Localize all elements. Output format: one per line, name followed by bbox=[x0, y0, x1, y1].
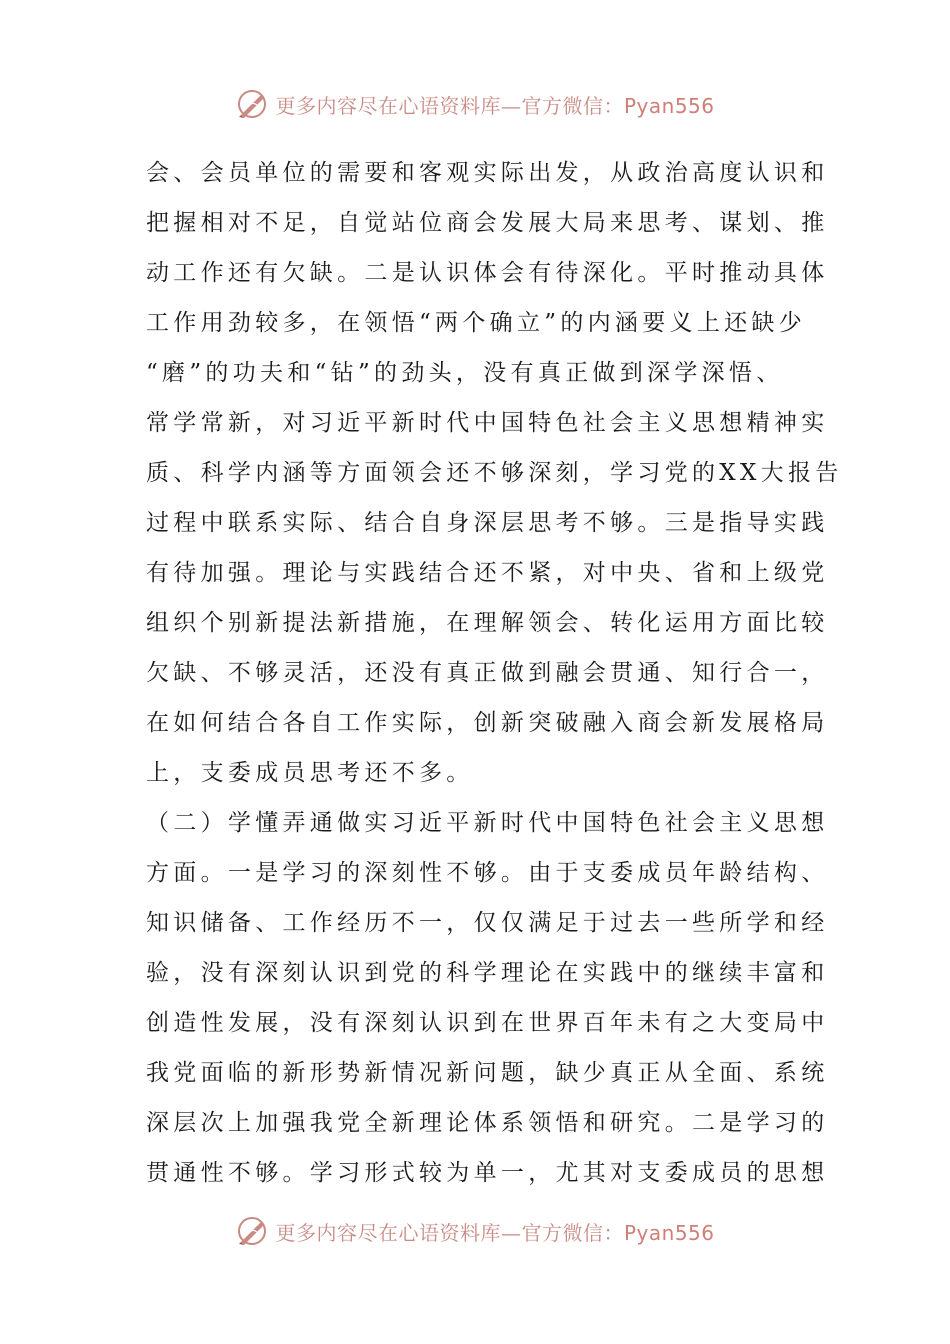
text-line: 把握相对不足，自觉站位商会发展大局来思考、谋划、推 bbox=[146, 210, 829, 236]
pen-logo-icon bbox=[235, 87, 269, 121]
text-line: 过程中联系实际、结合自身深层思考不够。三是指导实践 bbox=[146, 510, 829, 536]
text-line: “磨”的功夫和“钻”的劲头，没有真正做到深学深悟、 bbox=[146, 360, 784, 386]
text-line: 有待加强。理论与实践结合还不紧，对中央、省和上级党 bbox=[146, 560, 829, 586]
text-line: 欠缺、不够灵活，还没有真正做到融会贯通、知行合一， bbox=[146, 660, 829, 686]
text-line: 我党面临的新形势新情况新问题，缺少真正从全面、系统 bbox=[146, 1060, 829, 1086]
text-line: （二）学懂弄通做实习近平新时代中国特色社会主义思想 bbox=[146, 810, 829, 836]
watermark-text: 更多内容尽在心语资料库—官方微信：Pyan556 bbox=[275, 93, 715, 118]
text-line: 工作用劲较多，在领悟“两个确立”的内涵要义上还缺少 bbox=[146, 310, 807, 336]
text-line: 在如何结合各自工作实际，创新突破融入商会新发展格局 bbox=[146, 710, 829, 736]
text-line: 质、科学内涵等方面领会还不够深刻，学习党的XX大报告 bbox=[146, 460, 843, 486]
text-line: 常学常新，对习近平新时代中国特色社会主义思想精神实 bbox=[146, 410, 829, 436]
text-line: 会、会员单位的需要和客观实际出发，从政治高度认识和 bbox=[146, 160, 829, 186]
footer-watermark bbox=[0, 1211, 950, 1251]
text-line: 知识储备、工作经历不一，仅仅满足于过去一些所学和经 bbox=[146, 910, 829, 936]
text-line: 上，支委成员思考还不多。 bbox=[146, 760, 474, 786]
text-line: 组织个别新提法新措施，在理解领会、转化运用方面比较 bbox=[146, 610, 829, 636]
text-line: 贯通性不够。学习形式较为单一，尤其对支委成员的思想 bbox=[146, 1160, 829, 1186]
text-line: 验，没有深刻认识到党的科学理论在实践中的继续丰富和 bbox=[146, 960, 829, 986]
document-body bbox=[146, 148, 843, 1198]
text-line: 创造性发展，没有深刻认识到在世界百年未有之大变局中 bbox=[146, 1010, 829, 1036]
pen-logo-icon bbox=[235, 1214, 269, 1248]
watermark-text: 更多内容尽在心语资料库—官方微信：Pyan556 bbox=[275, 1220, 715, 1245]
text-line: 方面。一是学习的深刻性不够。由于支委成员年龄结构、 bbox=[146, 860, 829, 886]
header-watermark bbox=[0, 84, 950, 124]
text-line: 深层次上加强我党全新理论体系领悟和研究。二是学习的 bbox=[146, 1110, 829, 1136]
text-line: 动工作还有欠缺。二是认识体会有待深化。平时推动具体 bbox=[146, 260, 829, 286]
